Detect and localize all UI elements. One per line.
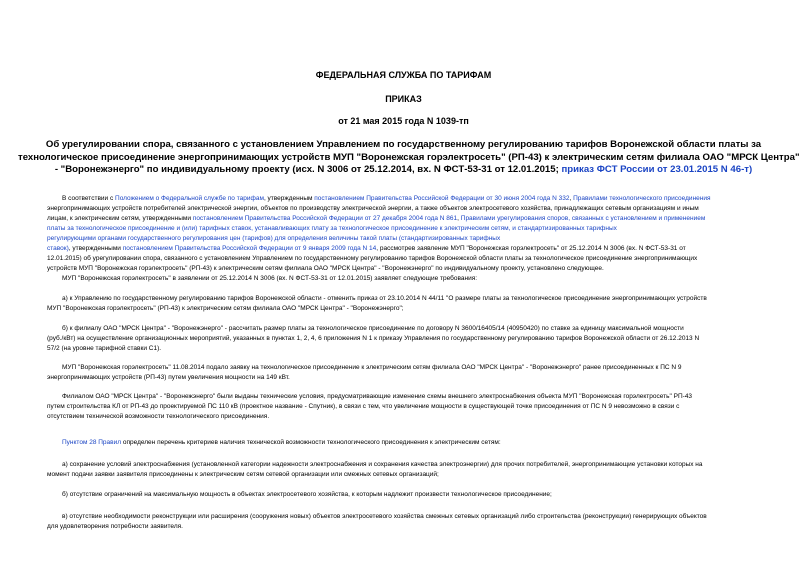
dispute-rules-link-cont[interactable]: платы за технологическое присоединение и (или) тарифных ставок, устанавливающих плату за технологическое присоединение к электрическим сетям, и стандартизированных тарифных <box>47 225 617 232</box>
text-line: а) сохранение условий электроснабжения (установленной категории надежности электроснабжения и сохранения качества электроэнергии) для прочих потребителей, энергопринимающие установки которых на <box>62 461 703 468</box>
tp-rules-link[interactable]: Правилами технологического присоединения <box>573 195 711 202</box>
document-type: ПРИКАЗ <box>385 94 422 104</box>
text-line: в) отсутствие необходимости реконструкции или расширения (сооружения новых) объектов электросетевого хозяйства смежных сетевых организаций либо строительства (реконструкции) генерирующих объектов <box>62 513 707 520</box>
text-line: Филиалом ОАО "МРСК Центра" - "Воронежэнерго" были выданы технические условия, предусматривающие изменение схемы внешнего электроснабжения объекта МУП "Воронежская горэлектросеть" РП-43 <box>62 393 693 400</box>
text-line: 57/2 (на уровне тарифной ставки С1). <box>47 345 162 352</box>
clause-28-link[interactable]: Пунктом 28 Правил <box>62 439 122 446</box>
text-line <box>47 244 787 254</box>
text-line <box>47 194 787 204</box>
text-line: устройств МУП "Воронежская горэлектросеть" (РП-43) к электрическим сетям филиала ОАО "МРСК Центра" - "Воронежэнерго" по индивидуальному проекту, установлено следующее. <box>47 265 604 272</box>
text-line: (руб./кВт) на осуществление организационных мероприятий, указанных в пунктах 1, 2, 4, 6 приложения N 1 к приказу Управления по государственному регулированию тарифов Воронежской области от 26.12.2013 N <box>47 335 700 342</box>
paragraph-claim-b <box>47 324 787 354</box>
text-line: отсутствием технической возможности технологического присоединения. <box>47 413 270 420</box>
text: , <box>569 195 574 202</box>
text-line: энергопринимающих устройств (РП-43) путем увеличения мощности на 149 кВт. <box>47 374 290 381</box>
text-line <box>47 214 787 224</box>
paragraph-technical-conditions <box>47 392 787 422</box>
text-line: МУП "Воронежская горэлектросеть" 11.08.2014 подало заявку на технологическое присоединение к электрическим сетям филиала ОАО "МРСК Центра" - "Воронежэнерго" ранее присоединенных к ПС N 9 <box>62 364 682 371</box>
paragraph-criteria-intro <box>47 438 787 448</box>
paragraph-criterion-a <box>47 460 787 480</box>
text: , <box>457 215 461 222</box>
paragraph-criterion-b <box>47 490 787 500</box>
text-line: а) к Управлению по государственному регулированию тарифов Воронежской области - отменить приказ от 23.10.2014 N 44/11 "О размере платы за технологическое присоединение энергопринимающих устройств <box>62 295 707 302</box>
title-line: технологическое присоединение энергопринимающих устройств МУП "Воронежская горэлектросеть" (РП-43) к электрическим сетям филиала ОАО "МРСК Центра" <box>18 151 800 163</box>
dispute-rules-link-cont[interactable]: регулирующими органами государственного регулирования цен (тарифов) для определения величины такой платы (стандартизированных тарифных <box>47 235 501 242</box>
text-line <box>47 438 787 448</box>
decree-861-link[interactable]: постановлением Правительства Российской Федерации от 27 декабря 2004 года N 861 <box>192 215 458 222</box>
text-line: энергопринимающих устройств потребителей электрической энергии, объектов по производству электрической энергии, а также объектов электросетевого хозяйства, принадлежащих сетевым организациям и иным <box>47 205 699 212</box>
paragraph-claim-a <box>47 294 787 314</box>
title-text: - "Воронежэнерго" по индивидуальному проекту (исх. N 3006 от 25.12.2014, вх. N ФСТ-53-31 от 12.01.2015; <box>54 164 562 175</box>
dispute-rules-link-cont[interactable]: ставок) <box>47 245 69 252</box>
text-line: момент подачи заявки заявителя присоединены к электрическим сетям сетевой организации или смежных сетевых организаций; <box>47 471 439 478</box>
document-title <box>18 139 800 177</box>
text: , рассмотрев заявление МУП "Воронежская горэлектросеть" от 25.12.2014 N 3006 (вх. N ФСТ-53-31 от <box>376 245 686 252</box>
text-line: МУП "Воронежская горэлектросеть" (РП-43) к электрическим сетям филиала ОАО "МРСК Центра" - "Воронежэнерго"; <box>47 305 404 312</box>
fst-regulation-link[interactable]: Положением о Федеральной службе по тарифам <box>115 195 264 202</box>
document-date-number: от 21 мая 2015 года N 1039-тп <box>338 116 469 126</box>
text: определен перечень критериев наличия технической возможности технологического присоединения к электрическим сетям: <box>121 439 501 446</box>
text-line: б) к филиалу ОАО "МРСК Центра" - "Воронежэнерго" - рассчитать размер платы за технологическое присоединение по договору N 3600/16405/14 (40950420) по ставке за единицу максимальной мощности <box>62 325 684 332</box>
paragraph-preamble <box>47 194 787 274</box>
order-46t-link[interactable]: приказ ФСТ России от 23.01.2015 N 46-т <box>561 164 749 175</box>
text-line: для удовлетворения потребности заявителя. <box>47 523 183 530</box>
paragraph-application <box>47 363 787 383</box>
text: лицам, к электрическим сетям, утвержденными <box>47 215 193 222</box>
text: , утвержденными <box>68 245 123 252</box>
title-text: ) <box>748 164 753 175</box>
title-line <box>18 164 789 177</box>
text-line <box>47 234 787 244</box>
paragraph-claims-intro <box>47 274 787 284</box>
text-line: МУП "Воронежская горэлектросеть" в заявлении от 25.12.2014 N 3006 (вх. N ФСТ-53-31 от 12.01.2015) заявляет следующие требования: <box>62 275 478 282</box>
text-line <box>47 224 787 234</box>
text-line: б) отсутствие ограничений на максимальную мощность в объектах электросетевого хозяйства, к которым надлежит произвести технологическое присоединение; <box>62 491 552 498</box>
decree-332-link[interactable]: постановлением Правительства Российской Федерации от 30 июня 2004 года N 332 <box>314 195 570 202</box>
issuer-heading: ФЕДЕРАЛЬНАЯ СЛУЖБА ПО ТАРИФАМ <box>315 70 492 80</box>
text: , утвержденным <box>263 195 315 202</box>
decree-14-link[interactable]: постановлением Правительства Российской Федерации от 9 января 2009 года N 14 <box>122 245 377 252</box>
dispute-rules-link[interactable]: Правилами урегулирования споров, связанных с установлением и применением <box>460 215 706 222</box>
text-line: 12.01.2015) об урегулировании спора, связанного с установлением Управлением по государственному регулированию тарифов Воронежской области платы за технологическое присоединение энергопринимающих <box>47 255 698 262</box>
text-line: путем строительства КЛ от РП-43 до проектируемой ПС 110 кВ (проектное название - Спутник), в связи с тем, что увеличение мощности в существующей точке присоединения от ПС N 9 невозможно в связи с <box>47 403 680 410</box>
paragraph-criterion-c <box>47 512 787 532</box>
title-line: Об урегулировании спора, связанного с установлением Управлением по государственному регулированию тарифов Воронежской области платы за <box>45 139 762 150</box>
text: В соответствии с <box>62 195 116 202</box>
